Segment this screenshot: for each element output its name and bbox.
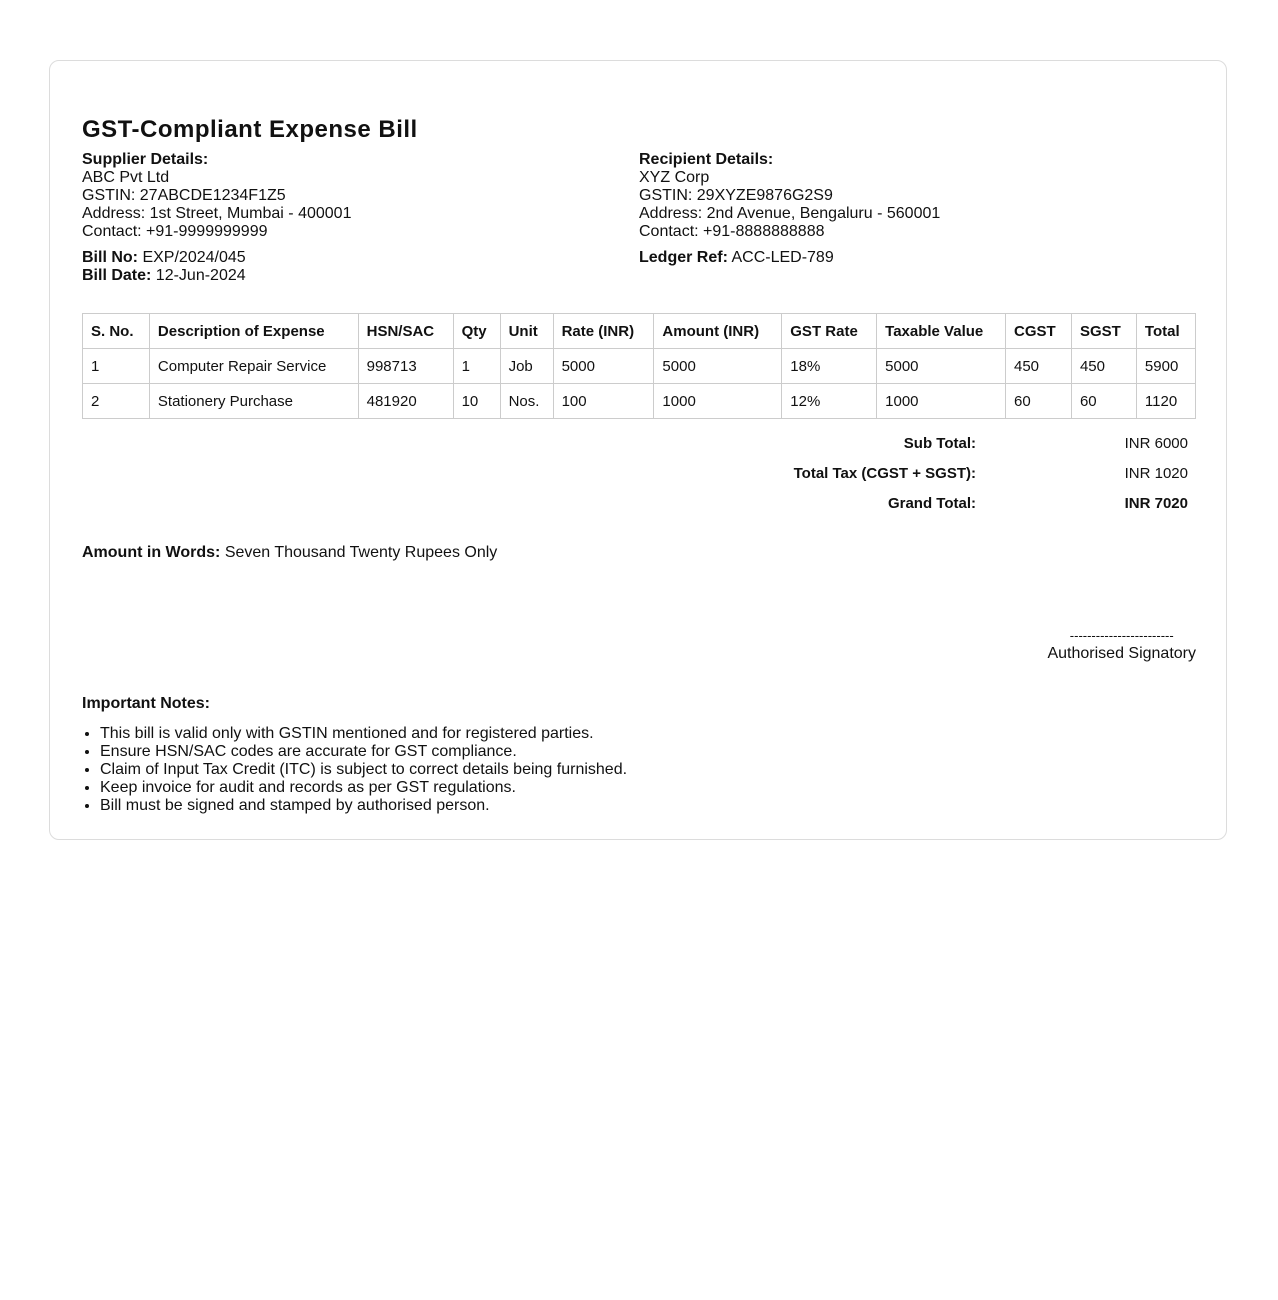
list-item: • Keep invoice for audit and records as per GST regulations.: [100, 779, 1196, 797]
table-cell: 450: [1071, 349, 1136, 384]
col-header: Total: [1136, 314, 1195, 349]
recipient-name: XYZ Corp: [639, 169, 710, 186]
table-cell: 5900: [1136, 349, 1195, 384]
bill-content: [82, 113, 1196, 814]
recipient-contact: Contact: +91-8888888888: [639, 223, 825, 240]
table-cell: 481920: [358, 384, 453, 419]
table-cell: 18%: [782, 349, 877, 384]
col-header: Qty: [453, 314, 500, 349]
table-cell: 5000: [654, 349, 782, 384]
ledger-ref: [639, 249, 1196, 267]
table-cell: 1: [83, 349, 150, 384]
expense-table: [82, 313, 1196, 419]
total-tax-row: [82, 463, 1196, 493]
table-cell: 998713: [358, 349, 453, 384]
list-item: • Ensure HSN/SAC codes are accurate for GST compliance.: [100, 743, 1196, 761]
table-header-row: [83, 314, 1196, 349]
table-cell: 1: [453, 349, 500, 384]
table-cell: 5000: [553, 349, 654, 384]
notes-heading: Important Notes:: [82, 695, 210, 712]
amount-in-words-label: Amount in Words:: [82, 544, 221, 561]
table-cell: 1120: [1136, 384, 1195, 419]
col-header: SGST: [1071, 314, 1136, 349]
table-cell: Computer Repair Service: [149, 349, 358, 384]
sub-total-label: Sub Total:: [903, 435, 976, 452]
total-tax-label: Total Tax (CGST + SGST):: [793, 465, 976, 482]
table-row: [83, 349, 1196, 384]
notes-list: [82, 725, 1196, 815]
bill-card: [49, 60, 1227, 840]
recipient-gstin: GSTIN: 29XYZE9876G2S9: [639, 187, 833, 204]
table-cell: 60: [1005, 384, 1071, 419]
party-details: [82, 151, 1196, 285]
ledger-meta: [639, 249, 1196, 267]
amount-in-words-value: Seven Thousand Twenty Rupees Only: [224, 544, 498, 561]
supplier-name: ABC Pvt Ltd: [82, 169, 170, 186]
signature-label: Authorised Signatory: [1047, 645, 1196, 662]
list-item: • Bill must be signed and stamped by authorised person.: [100, 797, 1196, 815]
col-header: Description of Expense: [149, 314, 358, 349]
table-cell: 2: [83, 384, 150, 419]
supplier-gstin: GSTIN: 27ABCDE1234F1Z5: [82, 187, 286, 204]
col-header: GST Rate: [782, 314, 877, 349]
bill-number: [82, 249, 639, 267]
col-header: HSN/SAC: [358, 314, 453, 349]
table-cell: 60: [1071, 384, 1136, 419]
table-cell: 450: [1005, 349, 1071, 384]
supplier-contact: Contact: +91-9999999999: [82, 223, 268, 240]
col-header: Amount (INR): [654, 314, 782, 349]
amount-in-words: [82, 543, 497, 563]
supplier-heading: Supplier Details:: [82, 151, 209, 168]
col-header: Taxable Value: [877, 314, 1006, 349]
bill-date-value: 12-Jun-2024: [155, 267, 246, 284]
supplier-address: Address: 1st Street, Mumbai - 400001: [82, 205, 352, 222]
supplier-details: [82, 151, 639, 285]
table-cell: 1000: [877, 384, 1006, 419]
signature-block: [1047, 627, 1196, 663]
bill-number-label: Bill No:: [82, 249, 138, 266]
total-tax-value: INR 1020: [1124, 465, 1188, 482]
important-notes: [82, 693, 1196, 815]
bill-number-value: EXP/2024/045: [142, 249, 246, 266]
ledger-ref-label: Ledger Ref:: [639, 249, 728, 266]
grand-total-row: [82, 493, 1196, 523]
sub-total-row: [82, 433, 1196, 463]
col-header: CGST: [1005, 314, 1071, 349]
list-item: • Claim of Input Tax Credit (ITC) is subject to correct details being furnished.: [100, 761, 1196, 779]
recipient-address: Address: 2nd Avenue, Bengaluru - 560001: [639, 205, 941, 222]
recipient-heading: Recipient Details:: [639, 151, 774, 168]
table-cell: 10: [453, 384, 500, 419]
bill-date-label: Bill Date:: [82, 267, 152, 284]
table-cell: 1000: [654, 384, 782, 419]
col-header: Unit: [500, 314, 553, 349]
table-cell: Nos.: [500, 384, 553, 419]
table-cell: Stationery Purchase: [149, 384, 358, 419]
grand-total-value: INR 7020: [1124, 495, 1188, 512]
table-cell: Job: [500, 349, 553, 384]
col-header: Rate (INR): [553, 314, 654, 349]
table-cell: 5000: [877, 349, 1006, 384]
ledger-ref-value: ACC-LED-789: [731, 249, 834, 266]
grand-total-label: Grand Total:: [887, 495, 976, 512]
list-item: • This bill is valid only with GSTIN mentioned and for registered parties.: [100, 725, 1196, 743]
table-row: [83, 384, 1196, 419]
col-header: S. No.: [83, 314, 150, 349]
table-cell: 100: [553, 384, 654, 419]
signature-line: ------------------------: [1069, 628, 1174, 643]
recipient-details: [639, 151, 1196, 285]
totals-section: [82, 433, 1196, 523]
bill-meta: [82, 249, 639, 285]
bill-date: [82, 267, 639, 285]
page-title: GST-Compliant Expense Bill: [82, 116, 418, 143]
table-cell: 12%: [782, 384, 877, 419]
sub-total-value: INR 6000: [1124, 435, 1188, 452]
